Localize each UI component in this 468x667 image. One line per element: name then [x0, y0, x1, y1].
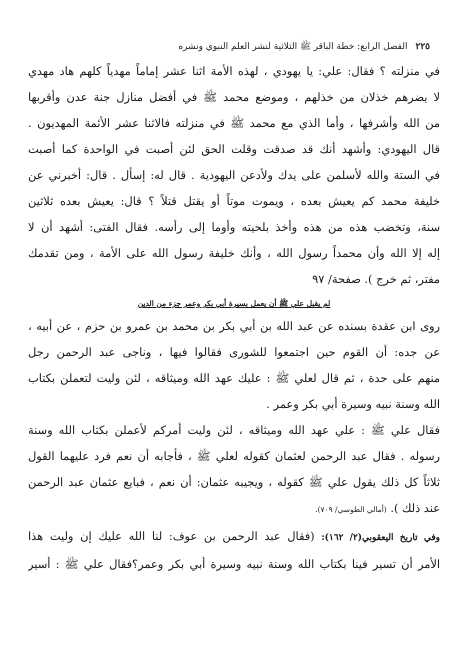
text-line [28, 523, 440, 551]
page-number: ٢٢٥ [415, 42, 430, 52]
text-line: سنة، وتخضب هذه من هذه وأخذ بلحيته وأوما إلى رأسه. فقال الفتى: أشهد أن لا [28, 220, 440, 234]
text-line: خليفة محمد كم يعيش بعده ، ويموت موتاً أو يقتل قتلاً ؟ قال: يعيش بعده ثلاثين [28, 194, 440, 208]
text-line: رسوله . فقال عبد الرحمن لعثمان كقوله لعلي ﷺ ، فأجابه أن نعم فرد عليهما القول [28, 449, 440, 463]
text-line: روى ابن عقدة بسنده عن عبد الله بن أبي بكر بن محمد بن عمرو بن حزم ، عن أبيه ، [28, 319, 440, 333]
text-line: الله وسنة نبيه وسيرة أبي بكر وعمر . [266, 397, 440, 411]
paragraph-end-text: عند ذلك ). [390, 501, 440, 515]
running-title: الفصل الرابع: خطة الباقر ﷺ الثلاثية لنشر العلم النبوي ونشره [178, 42, 408, 52]
paragraph-4 [28, 523, 440, 577]
text-line: في الستة والله لأسلمن على يدك ولأدعن اليهودية . قال له: إسأل . قال: أخبرني عن [28, 168, 440, 182]
line-text: (فقال عبد الرحمن بن عوف: لنا الله عليك إن وليت هذا [28, 529, 315, 543]
citation: (أمالي الطوسي/ ٧٠٩). [315, 505, 387, 514]
section-heading: لم يقبل علي ﷺ أن يعمل بسيرة أبي بكر وعمر جزء من الدين [137, 299, 331, 308]
text-line: منهم على حدة ، ثم قال لعلي ﷺ : عليك عهد الله وميثاقه ، لئن وليت لتعملن بكتاب [28, 371, 440, 385]
text-line: من الله وأشرفها ، وأما الذي مع محمد ﷺ في منزلته فالاثنا عشر الأئمة المهديون . [28, 116, 440, 130]
text-line: قال اليهودي: وأشهد أنك قد صدقت وقلت الحق لئن أصبت في الواحدة كما أصبت [28, 142, 440, 156]
text-line: ثلاثاً كل ذلك يقول علي ﷺ كقوله ، ويجيبه عثمان: أن نعم ، فبايع عثمان عبد الرحمن [28, 475, 440, 489]
paragraph-3 [28, 417, 440, 523]
text-line: لا يضرهم خذلان من خذلهم ، وموضع محمد ﷺ في أفضل منازل جنة عدن وأقربها [28, 90, 440, 104]
paragraph-2 [28, 313, 440, 417]
source-lead: وفي تاريخ اليعقوبي(٢/ ١٦٢): [321, 533, 440, 543]
text-line: إله إلا الله وأن محمداً رسول الله ، وأنك خليفة رسول الله على الأمة ، ومن تقدمك [28, 246, 440, 260]
text-line: الأمر أن تسير فينا بكتاب الله وسنة نبيه وسيرة أبي بكر وعمر؟فقال علي ﷺ : أسير [28, 557, 440, 571]
paragraph-1 [28, 58, 440, 292]
text-line: فقال علي ﷺ : علي عهد الله وميثاقه ، لئن وليت أمركم لأعملن بكتاب الله وسنة [28, 423, 440, 437]
text-line [28, 495, 440, 523]
text-line: عن جده: أن القوم حين اجتمعوا للشورى فقالوا فيها ، وناجى عبد الرحمن رجل [28, 345, 440, 359]
text-line: مفتر، ثم خرج ). صفحة/ ٩٧ [312, 272, 440, 286]
page-header [28, 40, 440, 58]
document-page [28, 40, 440, 577]
text-line: في منزلته ؟ فقال: علي: يا يهودي ، لهذه الأمة اثنا عشر إماماً مهدياً كلهم هاد مهدي [28, 64, 440, 78]
